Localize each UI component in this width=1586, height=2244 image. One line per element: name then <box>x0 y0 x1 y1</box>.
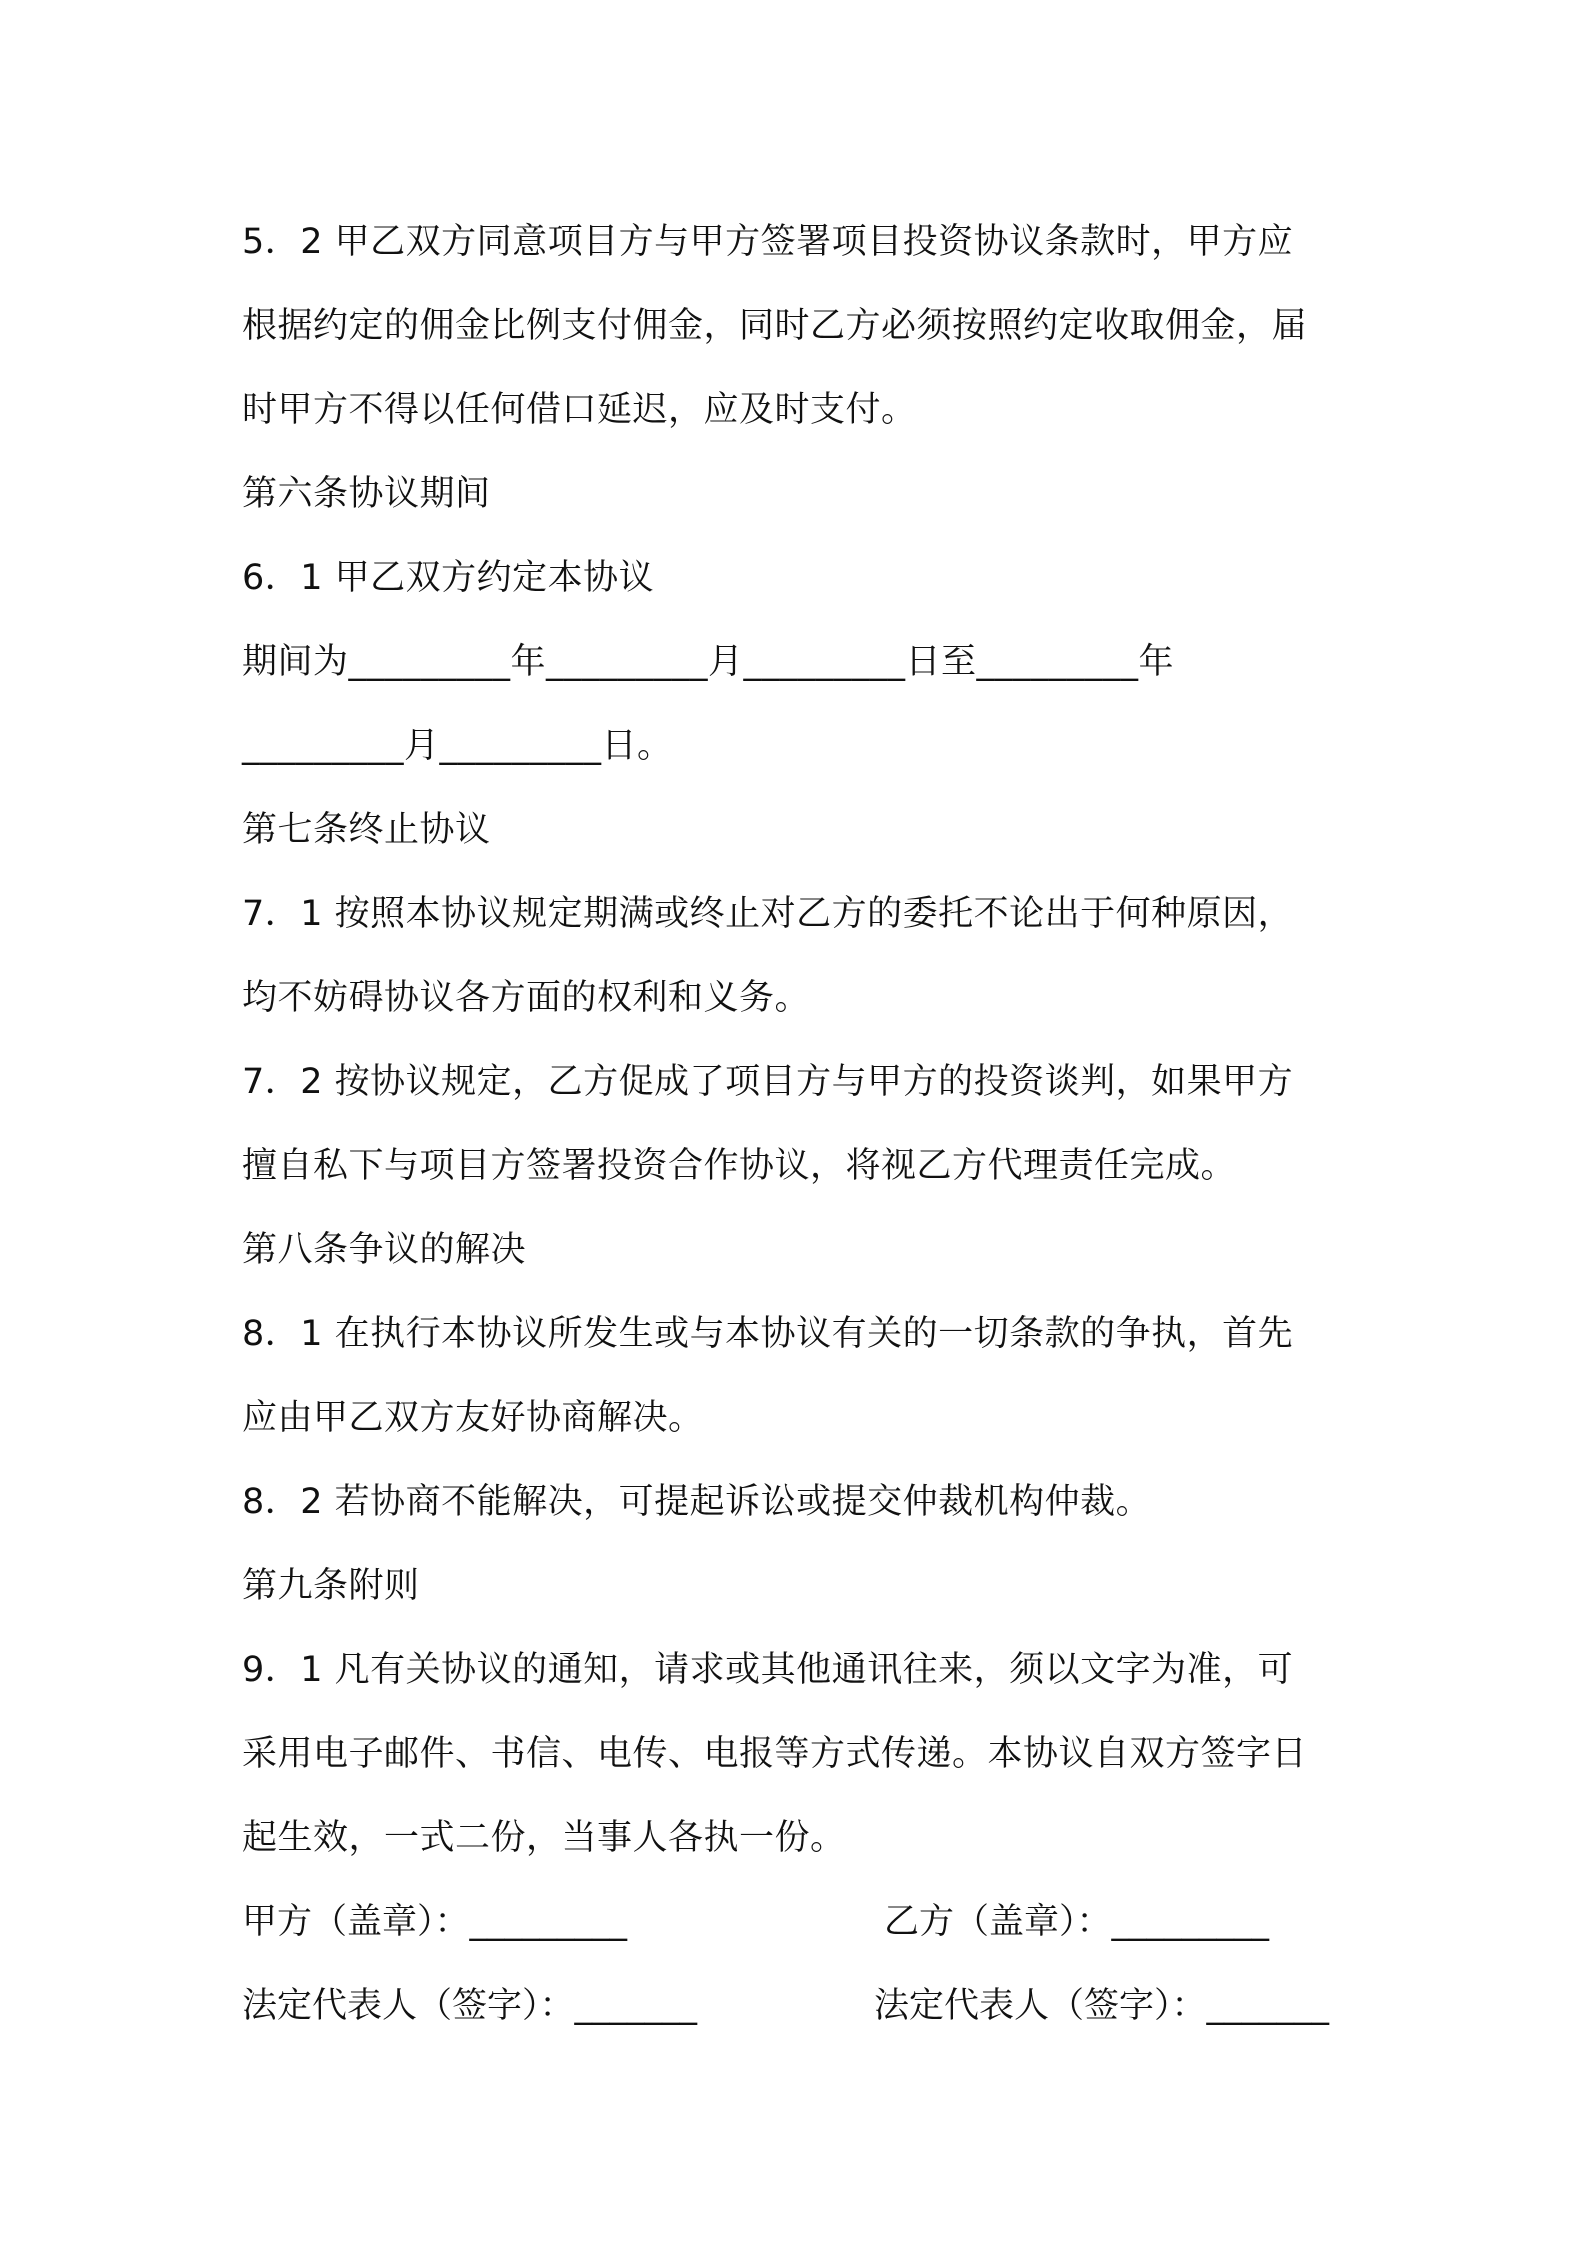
article-9-heading: 第九条附则 <box>242 1566 420 1606</box>
clause-7-1-line-2: 均不妨碍协议各方面的权利和义务。 <box>242 978 811 1018</box>
party-b-seal-field: 乙方（盖章）：_________ <box>884 1902 1270 1942</box>
clause-5-2-line-2: 根据约定的佣金比例支付佣金，同时乙方必须按照约定收取佣金，届 <box>242 306 1308 346</box>
clause-6-1-line-3: _________月_________日。 <box>242 726 673 766</box>
clause-6-1-line-2: 期间为_________年_________月_________日至_________年 <box>242 642 1175 682</box>
clause-8-1-line-1: 8．1 在执行本协议所发生或与本协议有关的一切条款的争执，首先 <box>242 1314 1294 1354</box>
party-a-representative-field: 法定代表人（签字）：_______ <box>242 1986 698 2026</box>
document-body <box>242 200 1362 2048</box>
clause-9-1-line-3: 起生效，一式二份，当事人各执一份。 <box>242 1818 846 1858</box>
article-8-heading: 第八条争议的解决 <box>242 1230 527 1270</box>
article-6-heading: 第六条协议期间 <box>242 474 491 514</box>
clause-7-1-line-1: 7．1 按照本协议规定期满或终止对乙方的委托不论出于何种原因， <box>242 894 1294 934</box>
clause-6-1-line-1: 6．1 甲乙双方约定本协议 <box>242 558 655 598</box>
clause-9-1-line-1: 9．1 凡有关协议的通知，请求或其他通讯往来，须以文字为准，可 <box>242 1650 1294 1690</box>
clause-9-1-line-2: 采用电子邮件、书信、电传、电报等方式传递。本协议自双方签字日 <box>242 1734 1308 1774</box>
party-a-seal-field: 甲方（盖章）：_________ <box>242 1902 628 1942</box>
representative-signature-row <box>242 1964 1362 2048</box>
party-b-representative-field: 法定代表人（签字）：_______ <box>874 1986 1330 2026</box>
clause-8-1-line-2: 应由甲乙双方友好协商解决。 <box>242 1398 704 1438</box>
clause-5-2-line-3: 时甲方不得以任何借口延迟，应及时支付。 <box>242 390 917 430</box>
article-7-heading: 第七条终止协议 <box>242 810 491 850</box>
clause-7-2-line-1: 7．2 按协议规定，乙方促成了项目方与甲方的投资谈判，如果甲方 <box>242 1062 1294 1102</box>
clause-8-2-line-1: 8．2 若协商不能解决，可提起诉讼或提交仲裁机构仲裁。 <box>242 1482 1152 1522</box>
clause-7-2-line-2: 擅自私下与项目方签署投资合作协议，将视乙方代理责任完成。 <box>242 1146 1237 1186</box>
clause-5-2-line-1: 5．2 甲乙双方同意项目方与甲方签署项目投资协议条款时，甲方应 <box>242 222 1294 262</box>
seal-signature-row <box>242 1880 1362 1964</box>
